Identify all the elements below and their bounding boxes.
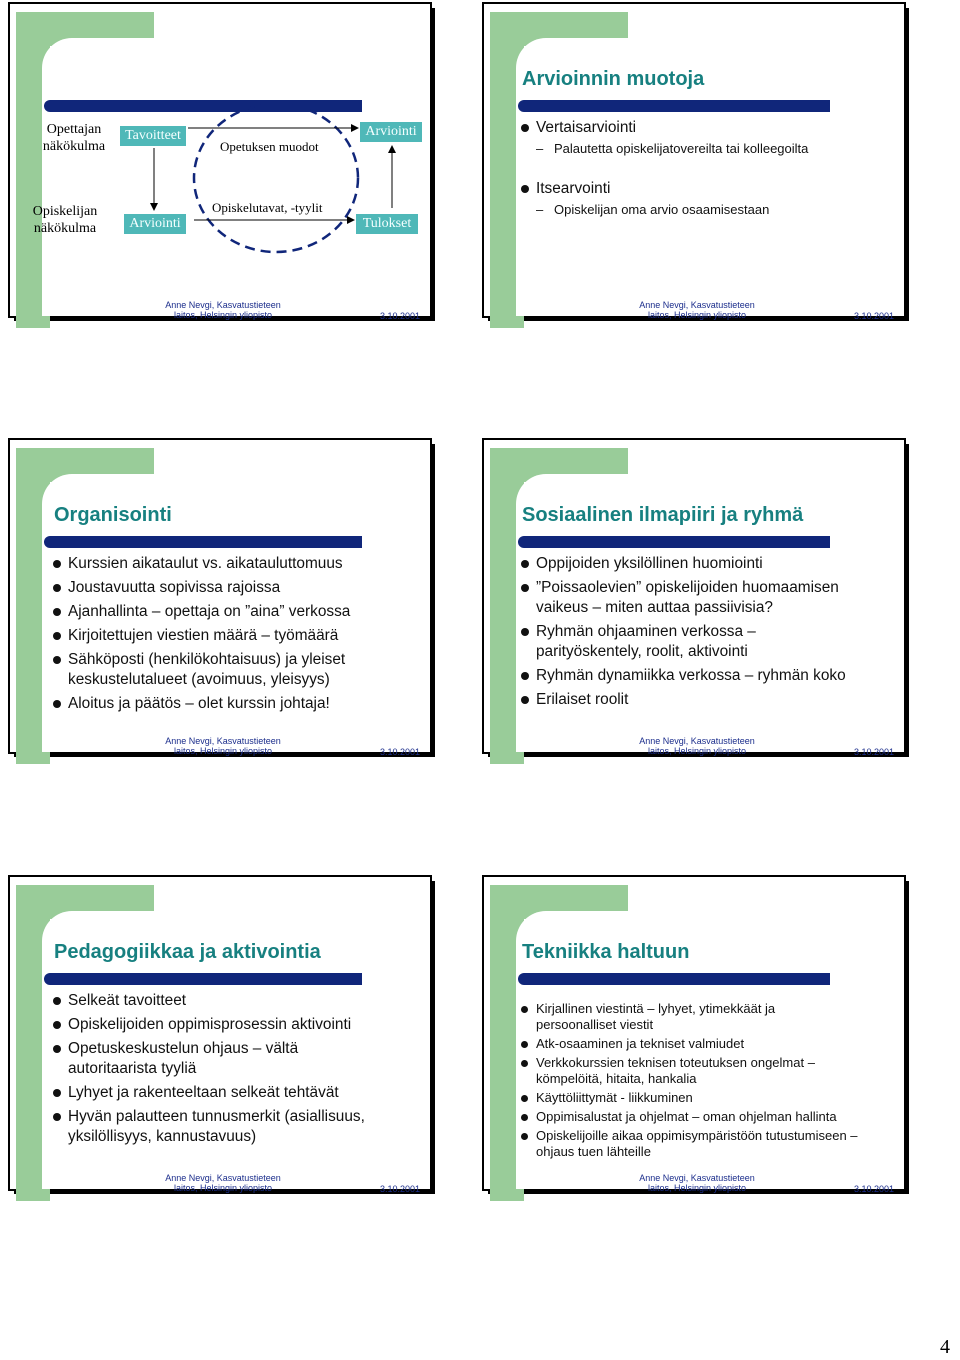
slide-footer-author: Anne Nevgi, Kasvatustieteen laitos, Helsingin yliopisto — [165, 1173, 281, 1193]
list-item: Opetuskeskustelun ohjaus – vältä autoritaarista tyyliä — [52, 1039, 338, 1079]
sub-item: – Palautetta opiskelijatovereilta tai kolleegoilta — [536, 141, 809, 156]
list-item: Itsearvointi — [520, 179, 894, 199]
bullet-icon — [53, 1021, 61, 1029]
list-item: Kirjoitettujen viestien määrä – työmäärä — [52, 626, 382, 646]
slide-title: Arvioinnin muotoja — [522, 68, 705, 90]
list-item: Hyvän palautteen tunnusmerkit (asiallisuus, yksilöllisyys, kannustavuus) — [52, 1107, 408, 1147]
bullet-list — [520, 118, 894, 226]
sub-item: – Opiskelijan oma arvio osaamisestaan — [536, 202, 770, 217]
bullet-icon — [53, 1045, 61, 1053]
bullet-icon — [53, 656, 61, 664]
bullet-icon — [521, 672, 529, 680]
list-item: Ajanhallinta – opettaja on ”aina” verkossa — [52, 602, 382, 622]
slide-2-arvioinnin-muotoja — [482, 2, 918, 330]
slide-1-diagram — [8, 2, 444, 330]
list-item: Kirjallinen viestintä – lyhyet, ytimekkäät ja persoonalliset viestit — [520, 1001, 826, 1033]
list-item: Vertaisarviointi — [520, 118, 894, 138]
bullet-list — [52, 991, 402, 1151]
slide-footer-author: Anne Nevgi, Kasvatustieteen laitos, Helsingin yliopisto — [639, 736, 755, 756]
list-item: Opiskelijoiden oppimisprosessin aktivointi — [52, 1015, 402, 1035]
list-item: Joustavuutta sopivissa rajoissa — [52, 578, 382, 598]
slide-footer-date: 3.10.2001 — [854, 747, 895, 757]
title-bar — [44, 536, 362, 548]
teaching-forms-label: Opetuksen muodot — [220, 139, 319, 154]
goals-box: Tavoitteet — [120, 126, 186, 146]
assessment-box-top: Arviointi — [360, 122, 422, 142]
bullet-icon — [53, 997, 61, 1005]
bullet-icon — [53, 700, 61, 708]
list-item: Kurssien aikataulut vs. aikatauluttomuus — [52, 554, 382, 574]
list-item: Erilaiset roolit — [520, 690, 870, 710]
slide-footer-date: 3.10.2001 — [854, 1184, 895, 1194]
bullet-icon — [521, 1006, 528, 1013]
teacher-view-label: Opettajan näkökulma — [42, 122, 106, 154]
bullet-icon — [521, 1060, 528, 1067]
bullet-icon — [521, 584, 529, 592]
bullet-icon — [521, 1095, 528, 1102]
slide-5-pedagogiikkaa — [8, 875, 444, 1203]
slide-footer-author: Anne Nevgi, Kasvatustieteen laitos, Helsingin yliopisto — [165, 736, 281, 756]
results-box: Tulokset — [356, 214, 418, 234]
assessment-box-bottom: Arviointi — [124, 214, 186, 234]
bullet-icon — [521, 124, 529, 132]
slide-4-sosiaalinen-ilmapiiri — [482, 438, 918, 766]
slide-title: Organisointi — [54, 504, 172, 526]
list-item: Atk-osaaminen ja tekniset valmiudet — [520, 1036, 870, 1052]
bullet-list — [520, 554, 870, 714]
bullet-icon — [53, 584, 61, 592]
slide-6-tekniikka-haltuun — [482, 875, 918, 1203]
list-item: Verkkokurssien teknisen toteutuksen ongelmat – kömpelöitä, hitaita, hankalia — [520, 1055, 846, 1087]
slide-title: Pedagogiikkaa ja aktivointia — [54, 941, 321, 963]
list-item: Ryhmän dynamiikka verkossa – ryhmän koko — [520, 666, 870, 686]
list-item: Oppijoiden yksilöllinen huomiointi — [520, 554, 870, 574]
slide-footer-author: Anne Nevgi, Kasvatustieteen laitos, Helsingin yliopisto — [639, 300, 755, 320]
list-item: Sähköposti (henkilökohtaisuus) ja yleiset keskustelutalueet (avoimuus, yleisyys) — [52, 650, 382, 690]
slide-footer-date: 3.10.2001 — [380, 747, 421, 757]
bullet-icon — [521, 1114, 528, 1121]
study-habits-label: Opiskelutavat, -tyylit — [212, 200, 323, 215]
title-bar — [518, 536, 830, 548]
bullet-icon — [521, 185, 529, 193]
list-item: Lyhyet ja rakenteeltaan selkeät tehtävät — [52, 1083, 402, 1103]
bullet-icon — [521, 628, 529, 636]
title-bar — [44, 973, 362, 985]
bullet-icon — [53, 1113, 61, 1121]
student-view-label: Opiskelijan näkökulma — [32, 204, 98, 236]
bullet-icon — [521, 696, 529, 704]
slide-footer-date: 3.10.2001 — [380, 1184, 421, 1194]
title-bar — [518, 973, 830, 985]
dashed-ellipse — [194, 104, 358, 252]
slide-footer-author: Anne Nevgi, Kasvatustieteen laitos, Helsingin yliopisto — [165, 300, 281, 320]
list-item: Opiskelijoille aikaa oppimisympäristöön tutustumiseen – ohjaus tuen lähteille — [520, 1128, 881, 1160]
bullet-list — [52, 554, 382, 718]
slide-footer-author: Anne Nevgi, Kasvatustieteen laitos, Helsingin yliopisto — [639, 1173, 755, 1193]
list-item: Aloitus ja päätös – olet kurssin johtaja! — [52, 694, 382, 714]
title-bar — [518, 100, 830, 112]
bullet-icon — [53, 560, 61, 568]
bullet-icon — [53, 632, 61, 640]
slide-3-organisointi — [8, 438, 444, 766]
page-number: 4 — [940, 1336, 950, 1358]
list-item: ”Poissaolevien” opiskelijoiden huomaamisen vaikeus – miten auttaa passiivisia? — [520, 578, 870, 618]
list-item: Ryhmän ohjaaminen verkossa – parityöskentely, roolit, aktivointi — [520, 622, 806, 662]
slide-footer-date: 3.10.2001 — [380, 311, 421, 321]
bullet-icon — [53, 1089, 61, 1097]
slide-footer-date: 3.10.2001 — [854, 311, 895, 321]
list-item: Selkeät tavoitteet — [52, 991, 402, 1011]
bullet-list — [520, 1001, 870, 1163]
bullet-icon — [521, 1041, 528, 1048]
list-item: Käyttöliittymät - liikkuminen — [520, 1090, 870, 1106]
bullet-icon — [521, 560, 529, 568]
bullet-icon — [53, 608, 61, 616]
diagram-lines — [8, 2, 432, 318]
bullet-icon — [521, 1133, 528, 1140]
slide-title: Tekniikka haltuun — [522, 941, 690, 963]
list-item: Oppimisalustat ja ohjelmat – oman ohjelman hallinta — [520, 1109, 870, 1125]
slide-title: Sosiaalinen ilmapiiri ja ryhmä — [522, 504, 804, 526]
